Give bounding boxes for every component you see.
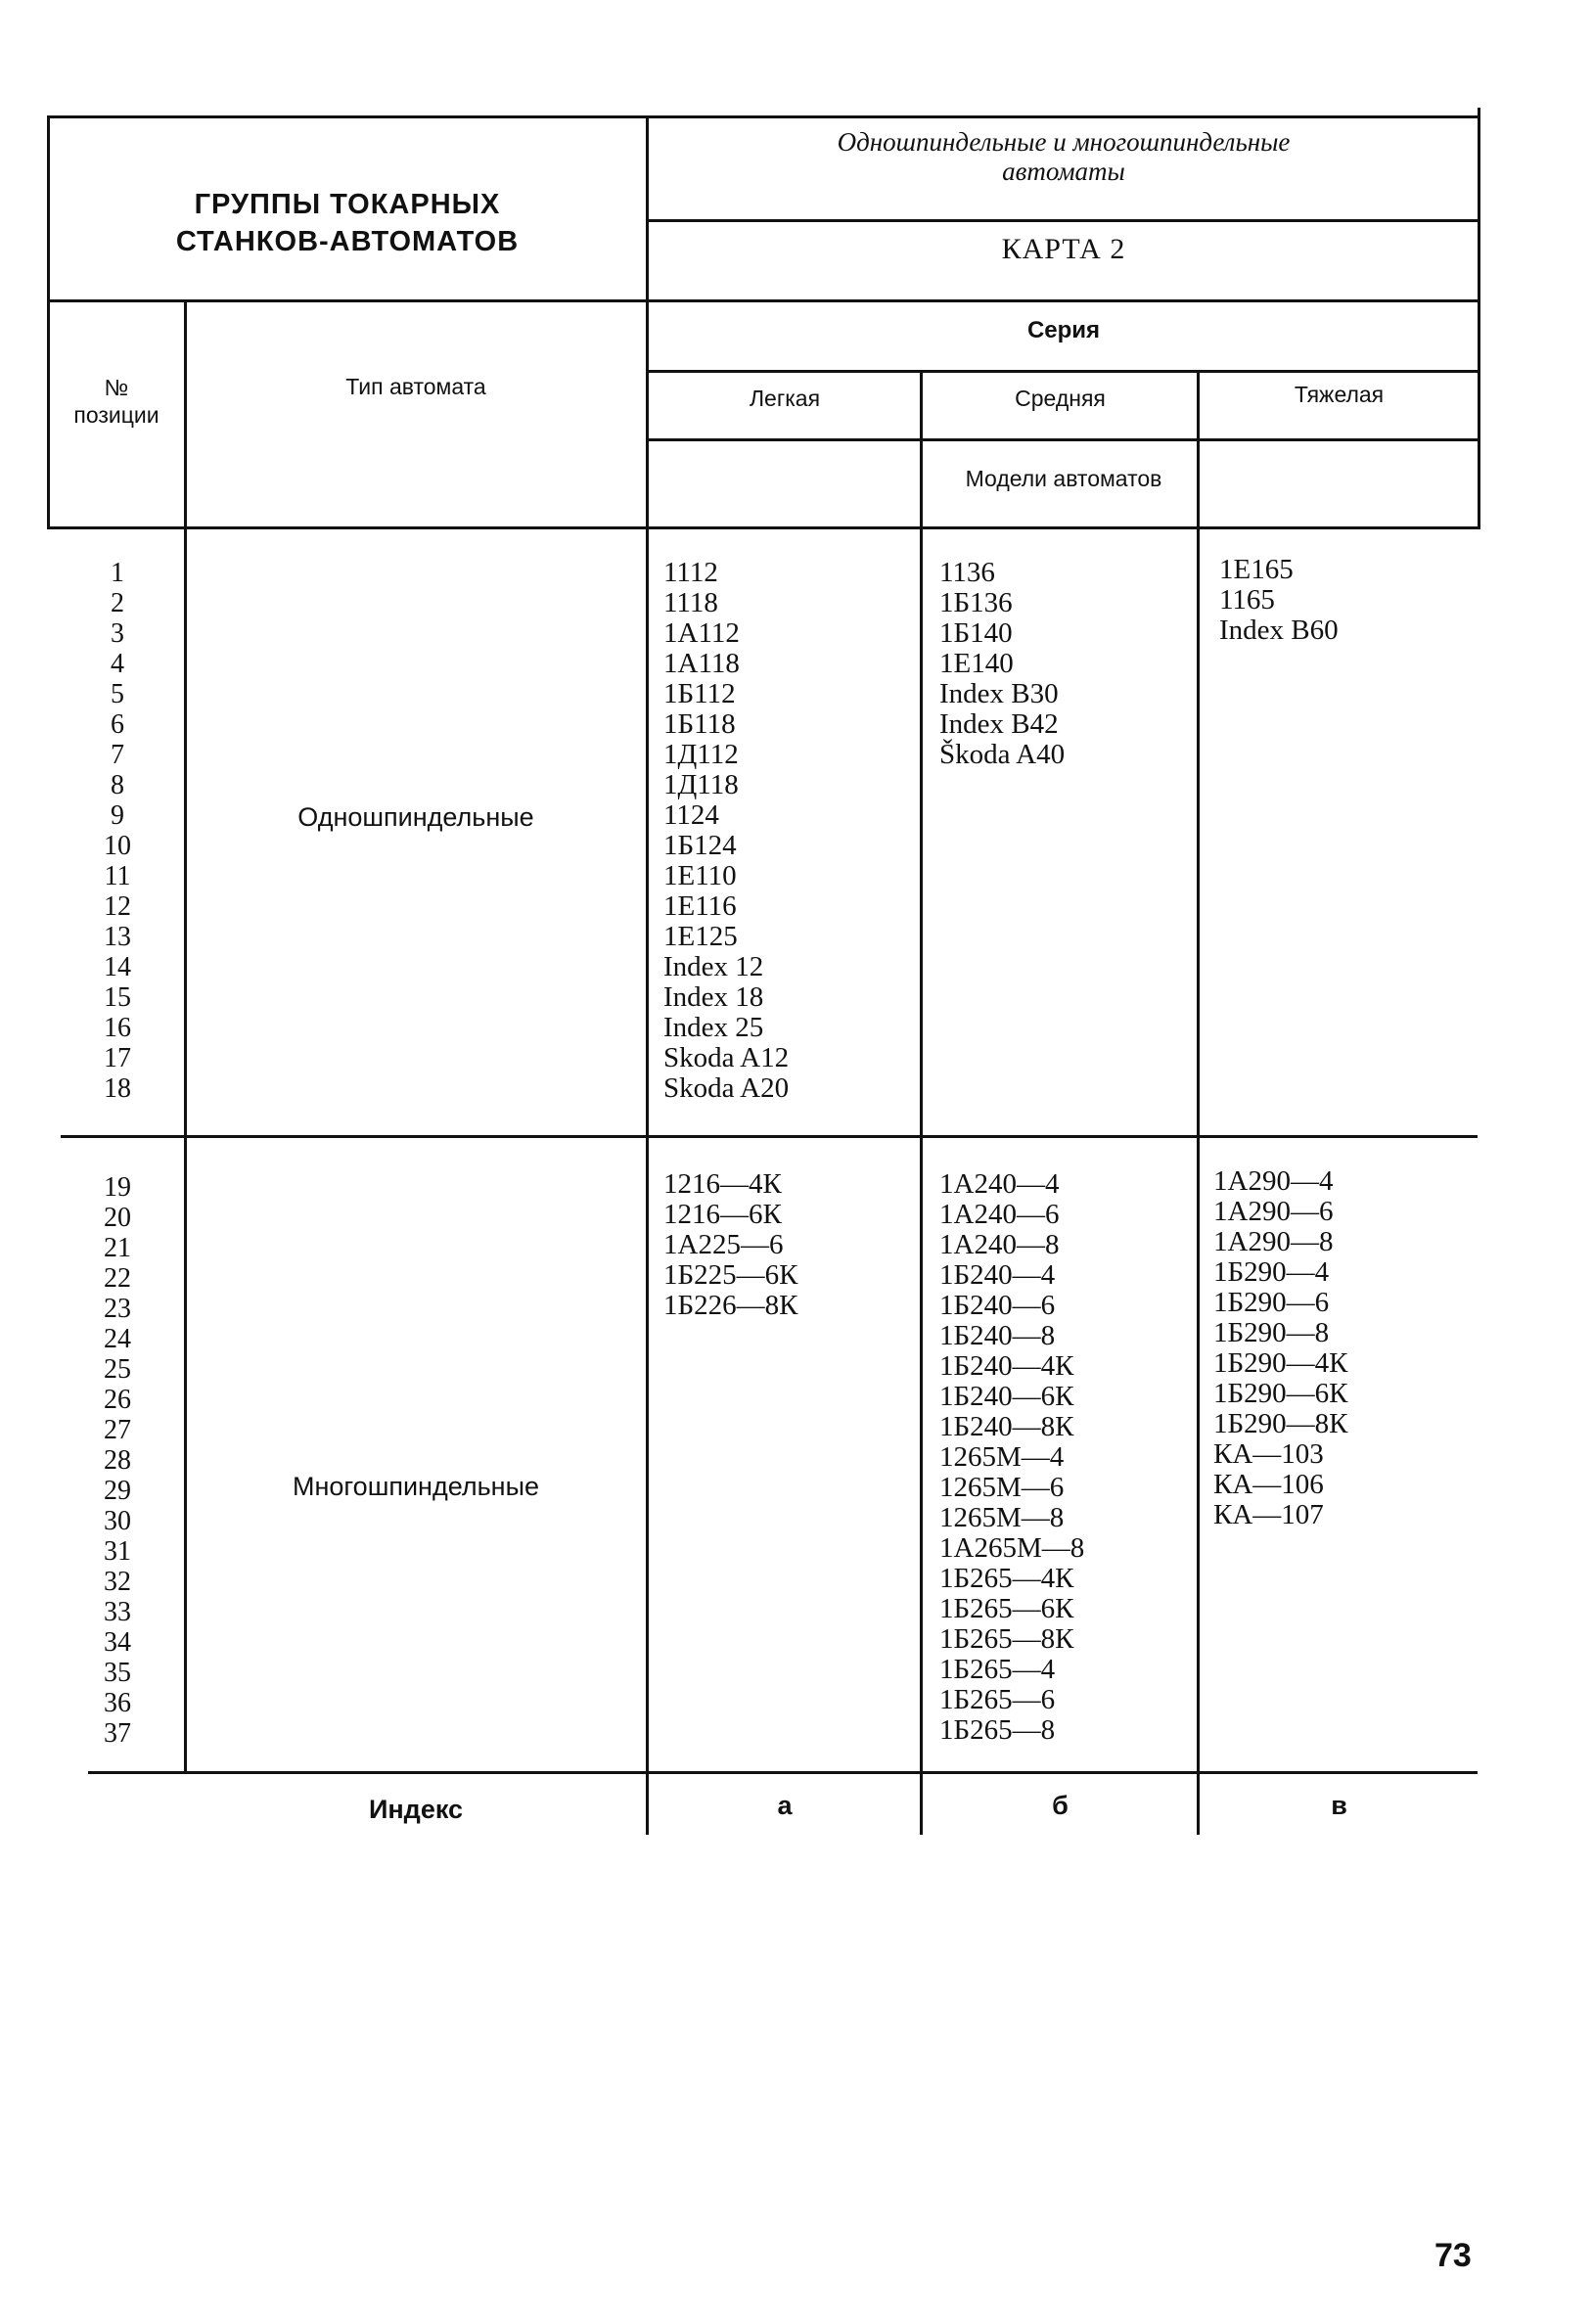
model-entry: 1265М—4 bbox=[939, 1441, 1065, 1473]
series-header: Серия bbox=[1026, 317, 1101, 343]
model-entry: 1Б240—6 bbox=[939, 1290, 1056, 1321]
rule-position-type-divider bbox=[184, 299, 187, 1774]
position-number: 18 bbox=[104, 1073, 131, 1104]
model-entry: 1Б290—8 bbox=[1213, 1317, 1330, 1348]
model-entry: 1Б265—8К bbox=[939, 1623, 1074, 1655]
position-number: 21 bbox=[104, 1233, 131, 1263]
group2-medium-models bbox=[939, 1169, 1194, 1746]
model-entry: 1Б240—8 bbox=[939, 1320, 1056, 1351]
position-header-line2: позиции bbox=[73, 402, 159, 428]
index-heavy: в bbox=[1331, 1791, 1347, 1820]
group-title-line2: СТАНКОВ-АВТОМАТОВ bbox=[175, 226, 520, 257]
model-entry: 1Е125 bbox=[663, 921, 738, 952]
group2-positions bbox=[59, 1172, 176, 1749]
model-entry: 1Б265—8 bbox=[939, 1714, 1056, 1746]
subtitle-line1: Одношпиндельные и многошпиндельные bbox=[837, 127, 1291, 157]
subtitle-line2: автоматы bbox=[1002, 157, 1125, 186]
model-entry: 1Б140 bbox=[939, 617, 1013, 649]
model-entry: 1216—4К bbox=[663, 1168, 782, 1200]
position-number: 33 bbox=[104, 1597, 131, 1627]
position-number: 36 bbox=[104, 1688, 131, 1718]
model-entry: 1А112 bbox=[663, 617, 740, 649]
index-label: Индекс bbox=[368, 1795, 464, 1824]
model-entry: Index 25 bbox=[663, 1012, 764, 1043]
model-entry: 1А290—4 bbox=[1213, 1165, 1334, 1197]
position-number: 6 bbox=[111, 709, 124, 740]
model-entry: 1Б265—6К bbox=[939, 1593, 1074, 1624]
group2-light-models bbox=[663, 1169, 918, 1321]
model-entry: 1Б240—4 bbox=[939, 1259, 1056, 1291]
position-number: 12 bbox=[104, 891, 131, 922]
position-number: 34 bbox=[104, 1627, 131, 1658]
position-number: 23 bbox=[104, 1294, 131, 1324]
group1-heavy-models bbox=[1219, 555, 1474, 646]
group1-positions bbox=[59, 558, 176, 1104]
model-entry: 1Б290—4К bbox=[1213, 1347, 1348, 1379]
model-entry: 1Б265—4К bbox=[939, 1563, 1074, 1594]
position-number: 7 bbox=[111, 740, 124, 770]
position-number: 32 bbox=[104, 1567, 131, 1597]
position-header bbox=[49, 374, 184, 429]
position-number: 26 bbox=[104, 1385, 131, 1415]
group1-medium-models bbox=[939, 558, 1194, 770]
model-entry: Index 18 bbox=[663, 981, 764, 1013]
position-number: 1 bbox=[111, 558, 124, 588]
rule-light-medium-divider bbox=[920, 370, 923, 526]
position-number: 19 bbox=[104, 1172, 131, 1203]
model-entry: 1165 bbox=[1219, 584, 1275, 615]
group-title bbox=[51, 186, 644, 260]
rule-medium-heavy-divider bbox=[1197, 370, 1200, 526]
position-number: 30 bbox=[104, 1506, 131, 1536]
model-entry: Index B30 bbox=[939, 678, 1059, 709]
model-entry: 1Б265—6 bbox=[939, 1684, 1056, 1715]
position-number: 9 bbox=[111, 800, 124, 831]
model-entry: 1Б226—8К bbox=[663, 1290, 798, 1321]
group1-light-models bbox=[663, 558, 918, 1104]
position-number: 20 bbox=[104, 1203, 131, 1233]
model-entry: 1А240—4 bbox=[939, 1168, 1060, 1200]
rule-columns-bottom bbox=[47, 526, 1479, 529]
position-number: 5 bbox=[111, 679, 124, 709]
model-entry: КА—103 bbox=[1213, 1438, 1324, 1470]
position-number: 16 bbox=[104, 1013, 131, 1043]
position-number: 10 bbox=[104, 831, 131, 861]
model-entry: 1Е110 bbox=[663, 860, 737, 891]
position-number: 17 bbox=[104, 1043, 131, 1073]
position-number: 29 bbox=[104, 1476, 131, 1506]
model-entry: КА—106 bbox=[1213, 1469, 1324, 1500]
model-entry: 1Б290—6К bbox=[1213, 1378, 1348, 1409]
model-entry: 1А240—6 bbox=[939, 1199, 1060, 1230]
rule-body-bottom bbox=[88, 1771, 1478, 1774]
model-entry: 1Б290—4 bbox=[1213, 1256, 1330, 1288]
model-entry: КА—107 bbox=[1213, 1499, 1324, 1530]
position-number: 28 bbox=[104, 1445, 131, 1476]
position-number: 27 bbox=[104, 1415, 131, 1445]
model-entry: 1Б290—6 bbox=[1213, 1287, 1330, 1318]
position-number: 24 bbox=[104, 1324, 131, 1354]
model-entry: 1265М—8 bbox=[939, 1502, 1065, 1533]
rule-light-medium-body bbox=[920, 526, 923, 1835]
light-header: Легкая bbox=[749, 386, 821, 411]
model-entry: 1А290—6 bbox=[1213, 1196, 1334, 1227]
model-entry: 1А265М—8 bbox=[939, 1532, 1085, 1564]
index-medium: б bbox=[1052, 1791, 1069, 1820]
subtitle bbox=[650, 127, 1478, 186]
position-number: 2 bbox=[111, 588, 124, 618]
page-number: 73 bbox=[1434, 2237, 1472, 2274]
rule-group-separator bbox=[61, 1135, 1478, 1138]
position-number: 37 bbox=[104, 1718, 131, 1749]
model-entry: Index B42 bbox=[939, 708, 1059, 740]
model-entry: Škoda A40 bbox=[939, 739, 1066, 770]
model-entry: 1Б136 bbox=[939, 587, 1013, 618]
model-entry: 1Б225—6К bbox=[663, 1259, 798, 1291]
position-number: 22 bbox=[104, 1263, 131, 1294]
model-entry: 1Б240—8К bbox=[939, 1411, 1074, 1442]
model-entry: Skoda A12 bbox=[663, 1042, 790, 1073]
rule-top bbox=[47, 115, 1479, 118]
model-entry: 1А225—6 bbox=[663, 1229, 784, 1260]
model-entry: 1265М—6 bbox=[939, 1472, 1065, 1503]
model-entry: 1А240—8 bbox=[939, 1229, 1060, 1260]
position-number: 4 bbox=[111, 649, 124, 679]
models-header: Модели автоматов bbox=[965, 466, 1162, 491]
heavy-header: Тяжелая bbox=[1294, 382, 1385, 407]
model-entry: 1Е140 bbox=[939, 648, 1014, 679]
position-number: 14 bbox=[104, 952, 131, 982]
model-entry: 1136 bbox=[939, 557, 995, 588]
model-entry: 1112 bbox=[663, 557, 718, 588]
model-entry: Skoda A20 bbox=[663, 1072, 790, 1104]
group2-heavy-models bbox=[1213, 1166, 1474, 1530]
model-entry: 1Б265—4 bbox=[939, 1654, 1056, 1685]
group-title-line1: ГРУППЫ ТОКАРНЫХ bbox=[194, 189, 501, 220]
rule-series-bottom bbox=[646, 370, 1479, 373]
position-number: 15 bbox=[104, 982, 131, 1013]
model-entry: 1124 bbox=[663, 799, 719, 831]
rule-medium-heavy-body bbox=[1197, 526, 1200, 1835]
model-entry: 1А290—8 bbox=[1213, 1226, 1334, 1257]
model-entry: 1Б240—6К bbox=[939, 1381, 1074, 1412]
position-number: 25 bbox=[104, 1354, 131, 1385]
map-label: КАРТА 2 bbox=[1001, 233, 1126, 265]
position-number: 8 bbox=[111, 770, 124, 800]
model-entry: 1216—6К bbox=[663, 1199, 782, 1230]
type-header: Тип автомата bbox=[345, 374, 486, 399]
position-number: 11 bbox=[104, 861, 131, 891]
model-entry: 1Д112 bbox=[663, 739, 739, 770]
model-entry: 1Е116 bbox=[663, 890, 737, 922]
model-entry: 1Б240—4К bbox=[939, 1350, 1074, 1382]
position-header-line1: № bbox=[104, 375, 129, 400]
model-entry: Index 12 bbox=[663, 951, 764, 982]
model-entry: 1Б124 bbox=[663, 830, 737, 861]
model-entry: 1А118 bbox=[663, 648, 740, 679]
model-entry: 1Б290—8К bbox=[1213, 1408, 1348, 1439]
position-number: 31 bbox=[104, 1536, 131, 1567]
rule-left-outer bbox=[47, 115, 50, 529]
rule-right-outer bbox=[1478, 108, 1480, 529]
rule-header-bottom bbox=[47, 299, 1479, 302]
rule-subtitle-bottom bbox=[646, 219, 1479, 222]
group2-type: Многошпиндельные bbox=[293, 1472, 539, 1501]
group1-type: Одношпиндельные bbox=[297, 802, 534, 832]
model-entry: Index B60 bbox=[1219, 615, 1339, 646]
index-light: а bbox=[777, 1791, 793, 1820]
medium-header: Средняя bbox=[1015, 386, 1106, 411]
model-entry: 1Б112 bbox=[663, 678, 736, 709]
model-entry: 1Д118 bbox=[663, 769, 739, 800]
rule-series-names-bottom bbox=[646, 438, 1479, 441]
position-number: 35 bbox=[104, 1658, 131, 1688]
position-number: 3 bbox=[111, 618, 124, 649]
model-entry: 1118 bbox=[663, 587, 718, 618]
rule-type-light-divider bbox=[646, 115, 649, 1835]
position-number: 13 bbox=[104, 922, 131, 952]
model-entry: 1Е165 bbox=[1219, 554, 1294, 585]
model-entry: 1Б118 bbox=[663, 708, 736, 740]
